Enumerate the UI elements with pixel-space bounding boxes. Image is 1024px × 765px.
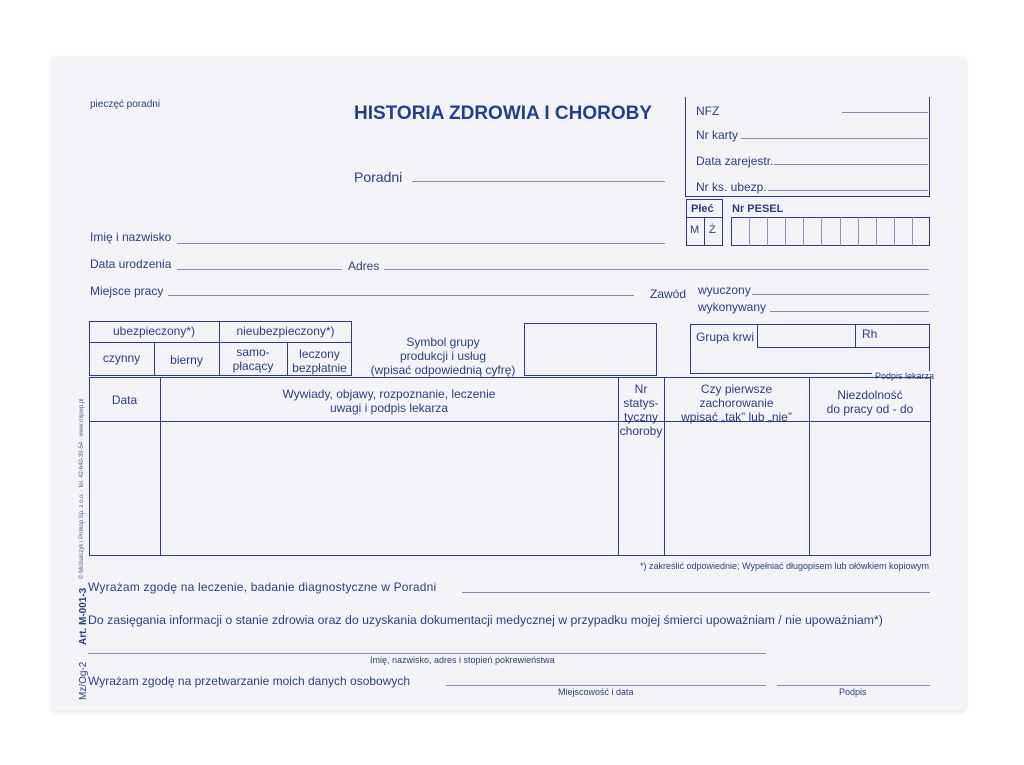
poradni-label: Poradni [354, 169, 403, 185]
footnote: *) zakreślić odpowiednie; Wypełniać długopisem lub ołówkiem kopiowym [640, 561, 930, 571]
workplace-label: Miejsce pracy [90, 284, 164, 298]
pesel-cell-divider [876, 217, 877, 246]
sex-female[interactable]: Ż [709, 224, 716, 236]
pesel-cell-divider [858, 217, 859, 246]
sex-male[interactable]: M [690, 224, 700, 236]
consent-data-processing: Wyrażam zgodę na przetwarzanie moich danych osobowych [88, 674, 411, 688]
registration-date-label: Data zarejestr. [696, 154, 774, 168]
poradni-field[interactable] [412, 181, 665, 182]
name-field[interactable] [177, 243, 665, 244]
blood-signature-label: Podpis lekarza [872, 371, 937, 381]
sex-label: Płeć [691, 203, 714, 215]
occupation-practiced-field[interactable] [770, 311, 929, 312]
form-title: HISTORIA ZDROWIA I CHOROBY [354, 103, 653, 124]
col-date: Data [111, 393, 138, 407]
row-first-illness-cell[interactable] [665, 422, 808, 555]
workplace-field[interactable] [168, 295, 634, 296]
registration-date-field[interactable] [774, 164, 928, 165]
place-date-caption: Miejscowość i data [558, 687, 634, 697]
stamp-label: pieczęć poradni [90, 99, 161, 110]
row-date-cell[interactable] [90, 422, 159, 555]
pesel-cell-divider [912, 217, 913, 246]
pesel-cell-divider [785, 217, 786, 246]
relative-field[interactable] [88, 653, 766, 654]
pesel-cell-divider [803, 217, 804, 246]
pesel-cell-divider [767, 217, 768, 246]
dob-field[interactable] [177, 269, 342, 270]
consent-treatment: Wyrażam zgodę na leczenie, badanie diagnostyczne w Poradni [88, 580, 437, 594]
name-label: Imię i nazwisko [90, 230, 172, 244]
symbol-box[interactable] [524, 323, 657, 376]
signature-caption: Podpis [839, 687, 867, 697]
insurance-book-label: Nr ks. ubezp. [696, 180, 767, 194]
active-option[interactable]: czynny [102, 351, 141, 365]
pesel-cell-divider [749, 217, 750, 246]
form-code: Mz/Og-2 [78, 661, 89, 700]
row-incapacity-cell[interactable] [810, 422, 930, 555]
card-number-label: Nr karty [696, 128, 738, 142]
free-option[interactable]: leczony bezpłatnie [292, 347, 347, 375]
place-date-field[interactable] [446, 685, 766, 686]
pesel-cell-divider [821, 217, 822, 246]
row-stat-cell[interactable] [619, 422, 663, 555]
occupation-learned-label: wyuczony [698, 283, 751, 297]
address-field[interactable] [384, 269, 929, 270]
uninsured-option[interactable]: nieubezpieczony*) [236, 324, 335, 338]
pesel-grid[interactable] [731, 217, 930, 246]
nfz-label: NFZ [696, 104, 720, 118]
col-stat-number: Nr statys- tyczny choroby [619, 382, 663, 438]
consent-information: Do zasięgania informacji o stanie zdrowia oraz do uzyskania dokumentacji medycznej w przypadku mojej śmierci upoważniam / nie upoważniam*) [88, 613, 883, 627]
pesel-cell-divider [894, 217, 895, 246]
occupation-label: Zawód [650, 287, 687, 301]
address-label: Adres [348, 259, 380, 273]
blood-group-label: Grupa krwi [696, 330, 755, 344]
symbol-label: Symbol grupy produkcji i usług (wpisać odpowiednią cyfrę) [370, 335, 516, 377]
pesel-cell-divider [840, 217, 841, 246]
card-number-field[interactable] [741, 138, 928, 139]
row-history-cell[interactable] [161, 422, 617, 555]
relative-caption: Imię, nazwisko, adres i stopień pokrewieństwa [370, 655, 555, 665]
occupation-practiced-label: wykonywany [698, 300, 767, 314]
col-first-illness: Czy pierwsze zachorowanie wpisać „tak” lub „nie” [681, 382, 792, 424]
rh-label: Rh [862, 327, 878, 341]
dob-label: Data urodzenia [90, 257, 172, 271]
consent-treatment-signature-field[interactable] [462, 592, 930, 593]
pesel-label: Nr PESEL [732, 203, 784, 215]
insured-option[interactable]: ubezpieczony*) [112, 324, 196, 338]
article-code: Art. M-001-3 [78, 587, 89, 645]
signature-field[interactable] [777, 685, 930, 686]
form-sheet [52, 57, 966, 711]
passive-option[interactable]: bierny [170, 353, 203, 367]
nfz-field[interactable] [842, 112, 928, 113]
publisher-info: © Michalczyk i Prokop Sp. z o.o. · tel. 42-640-39-54 · www.mipwp.pl [79, 398, 85, 579]
insurance-book-field[interactable] [768, 190, 928, 191]
self-pay-option[interactable]: samo- płacący [232, 345, 274, 373]
col-history: Wywiady, objawy, rozpoznanie, leczenie uwagi i podpis lekarza [282, 387, 496, 415]
occupation-learned-field[interactable] [752, 294, 929, 295]
col-incapacity: Niezdolność do pracy od - do [826, 388, 914, 416]
